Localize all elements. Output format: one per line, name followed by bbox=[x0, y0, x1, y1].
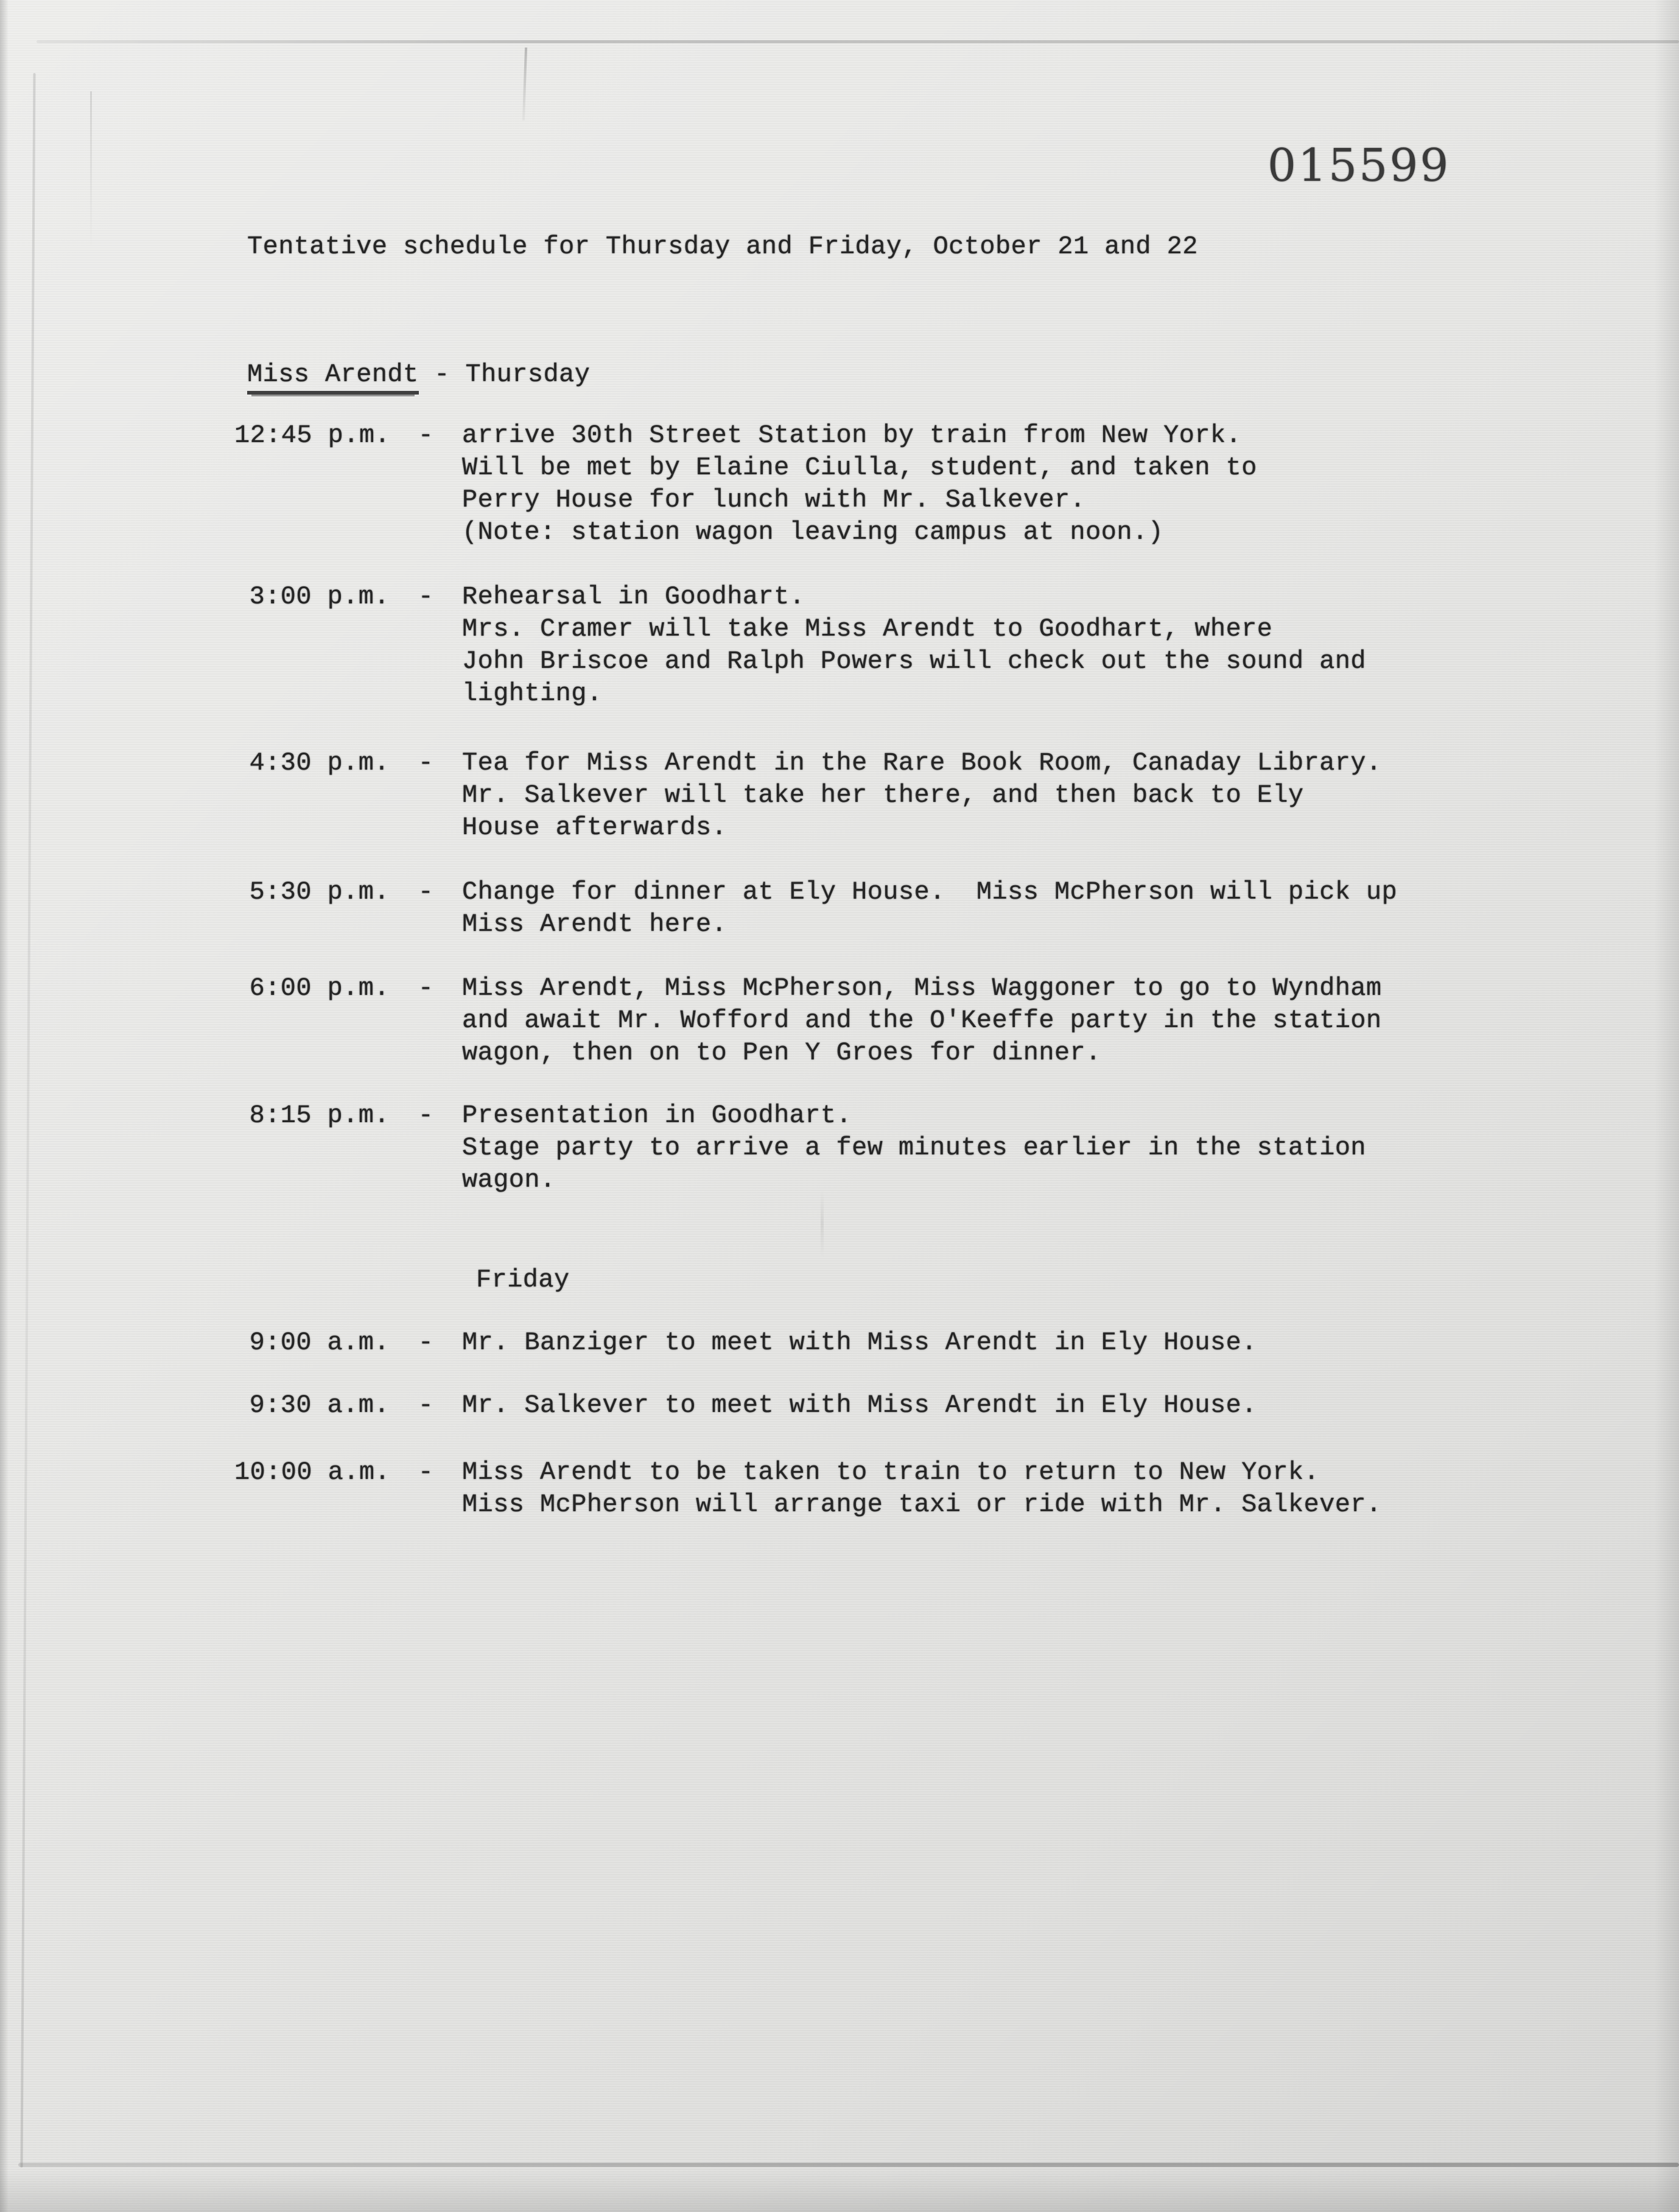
sheet-bottom-edge bbox=[18, 2163, 1679, 2167]
entry-text-line: Mr. Salkever will take her there, and then back to Ely bbox=[462, 781, 1304, 810]
entry-text-line: Perry House for lunch with Mr. Salkever. bbox=[462, 485, 1086, 514]
entry-dash: - bbox=[418, 748, 434, 778]
entry-dash: - bbox=[418, 1328, 434, 1357]
entry-dash: - bbox=[418, 1391, 434, 1420]
entry-text bbox=[462, 1456, 1382, 1521]
sheet-top-edge bbox=[37, 40, 1679, 43]
entry-text-line: Will be met by Elaine Ciulla, student, and taken to bbox=[462, 453, 1257, 482]
entry-dash: - bbox=[418, 582, 434, 611]
entry-dash: - bbox=[418, 974, 434, 1003]
thursday-heading bbox=[247, 359, 590, 391]
entry-text-line: John Briscoe and Ralph Powers will check out the sound and bbox=[462, 647, 1367, 676]
entry-text-line: Miss Arendt to be taken to train to return to New York. bbox=[462, 1458, 1320, 1487]
entry-dash: - bbox=[418, 1101, 434, 1130]
entry-time: 9:30 a.m. bbox=[249, 1391, 390, 1420]
sheet-left-edge bbox=[20, 73, 35, 2168]
page-title: Tentative schedule for Thursday and Friday, October 21 and 22 bbox=[247, 232, 1198, 261]
entry-text-line: and await Mr. Wofford and the O'Keeffe party in the station bbox=[462, 1006, 1382, 1035]
entry-text-line: wagon. bbox=[462, 1165, 556, 1195]
entry-text bbox=[462, 747, 1382, 844]
entry-time: 12:45 p.m. bbox=[234, 421, 391, 450]
scan-edge-bottom bbox=[0, 2169, 1679, 2212]
entry-text-line: Miss Arendt here. bbox=[462, 910, 727, 939]
thursday-heading-rest: - Thursday bbox=[418, 360, 591, 389]
entry-time: 3:00 p.m. bbox=[249, 582, 390, 611]
thursday-heading-name: Miss Arendt bbox=[247, 360, 419, 395]
entry-text-line: (Note: station wagon leaving campus at noon.) bbox=[462, 518, 1164, 547]
scan-edge-right bbox=[1655, 0, 1679, 2212]
entry-text-line: Change for dinner at Ely House. Miss McPherson will pick up bbox=[462, 877, 1398, 907]
entry-text bbox=[462, 1327, 1257, 1359]
entry-text-line: wagon, then on to Pen Y Groes for dinner. bbox=[462, 1038, 1101, 1067]
entry-text-line: Presentation in Goodhart. bbox=[462, 1101, 852, 1130]
entry-dash: - bbox=[418, 877, 434, 907]
schedule-entry bbox=[234, 876, 1397, 941]
entry-text-line: Miss Arendt, Miss McPherson, Miss Waggoner to go to Wyndham bbox=[462, 974, 1382, 1003]
entry-text-line: Rehearsal in Goodhart. bbox=[462, 582, 805, 611]
entry-text-line: House afterwards. bbox=[462, 813, 727, 842]
entry-text-line: arrive 30th Street Station by train from New York. bbox=[462, 421, 1242, 450]
entry-text-line: Mrs. Cramer will take Miss Arendt to Goodhart, where bbox=[462, 614, 1273, 644]
sheet-corner-line bbox=[90, 91, 92, 250]
friday-heading: Friday bbox=[476, 1265, 570, 1294]
schedule-entry bbox=[234, 1327, 1257, 1359]
entry-text-line: Stage party to arrive a few minutes earlier in the station bbox=[462, 1133, 1367, 1162]
entry-time: 5:30 p.m. bbox=[249, 877, 390, 907]
crease-mark-top bbox=[522, 47, 527, 121]
scan-edge-left bbox=[0, 0, 9, 2212]
entry-dash: - bbox=[418, 421, 434, 450]
entry-time: 10:00 a.m. bbox=[234, 1458, 391, 1487]
schedule-entry bbox=[234, 1100, 1366, 1196]
stamp-number: 015599 bbox=[1267, 139, 1451, 192]
entry-text bbox=[462, 876, 1397, 941]
entry-text-line: Mr. Salkever to meet with Miss Arendt in Ely House. bbox=[462, 1391, 1257, 1420]
entry-text-line: Tea for Miss Arendt in the Rare Book Room, Canaday Library. bbox=[462, 748, 1382, 778]
entry-text bbox=[462, 1389, 1257, 1422]
entry-dash: - bbox=[418, 1458, 434, 1487]
entry-text bbox=[462, 1100, 1366, 1196]
entry-time: 4:30 p.m. bbox=[249, 748, 390, 778]
entry-time: 6:00 p.m. bbox=[249, 974, 390, 1003]
entry-time: 8:15 p.m. bbox=[249, 1101, 390, 1130]
entry-text-line: Miss McPherson will arrange taxi or ride with Mr. Salkever. bbox=[462, 1490, 1382, 1519]
crease-mark-middle bbox=[821, 1190, 824, 1257]
schedule-entry bbox=[234, 420, 1257, 549]
schedule-entry bbox=[234, 581, 1366, 710]
entry-text bbox=[462, 581, 1366, 710]
schedule-entry bbox=[234, 1456, 1382, 1521]
entry-text bbox=[462, 420, 1257, 549]
schedule-entry bbox=[234, 747, 1382, 844]
entry-text-line: lighting. bbox=[462, 679, 603, 708]
entry-time: 9:00 a.m. bbox=[249, 1328, 390, 1357]
entry-text bbox=[462, 972, 1382, 1069]
schedule-entry bbox=[234, 972, 1382, 1069]
schedule-entry bbox=[234, 1389, 1257, 1422]
entry-text-line: Mr. Banziger to meet with Miss Arendt in Ely House. bbox=[462, 1328, 1257, 1357]
